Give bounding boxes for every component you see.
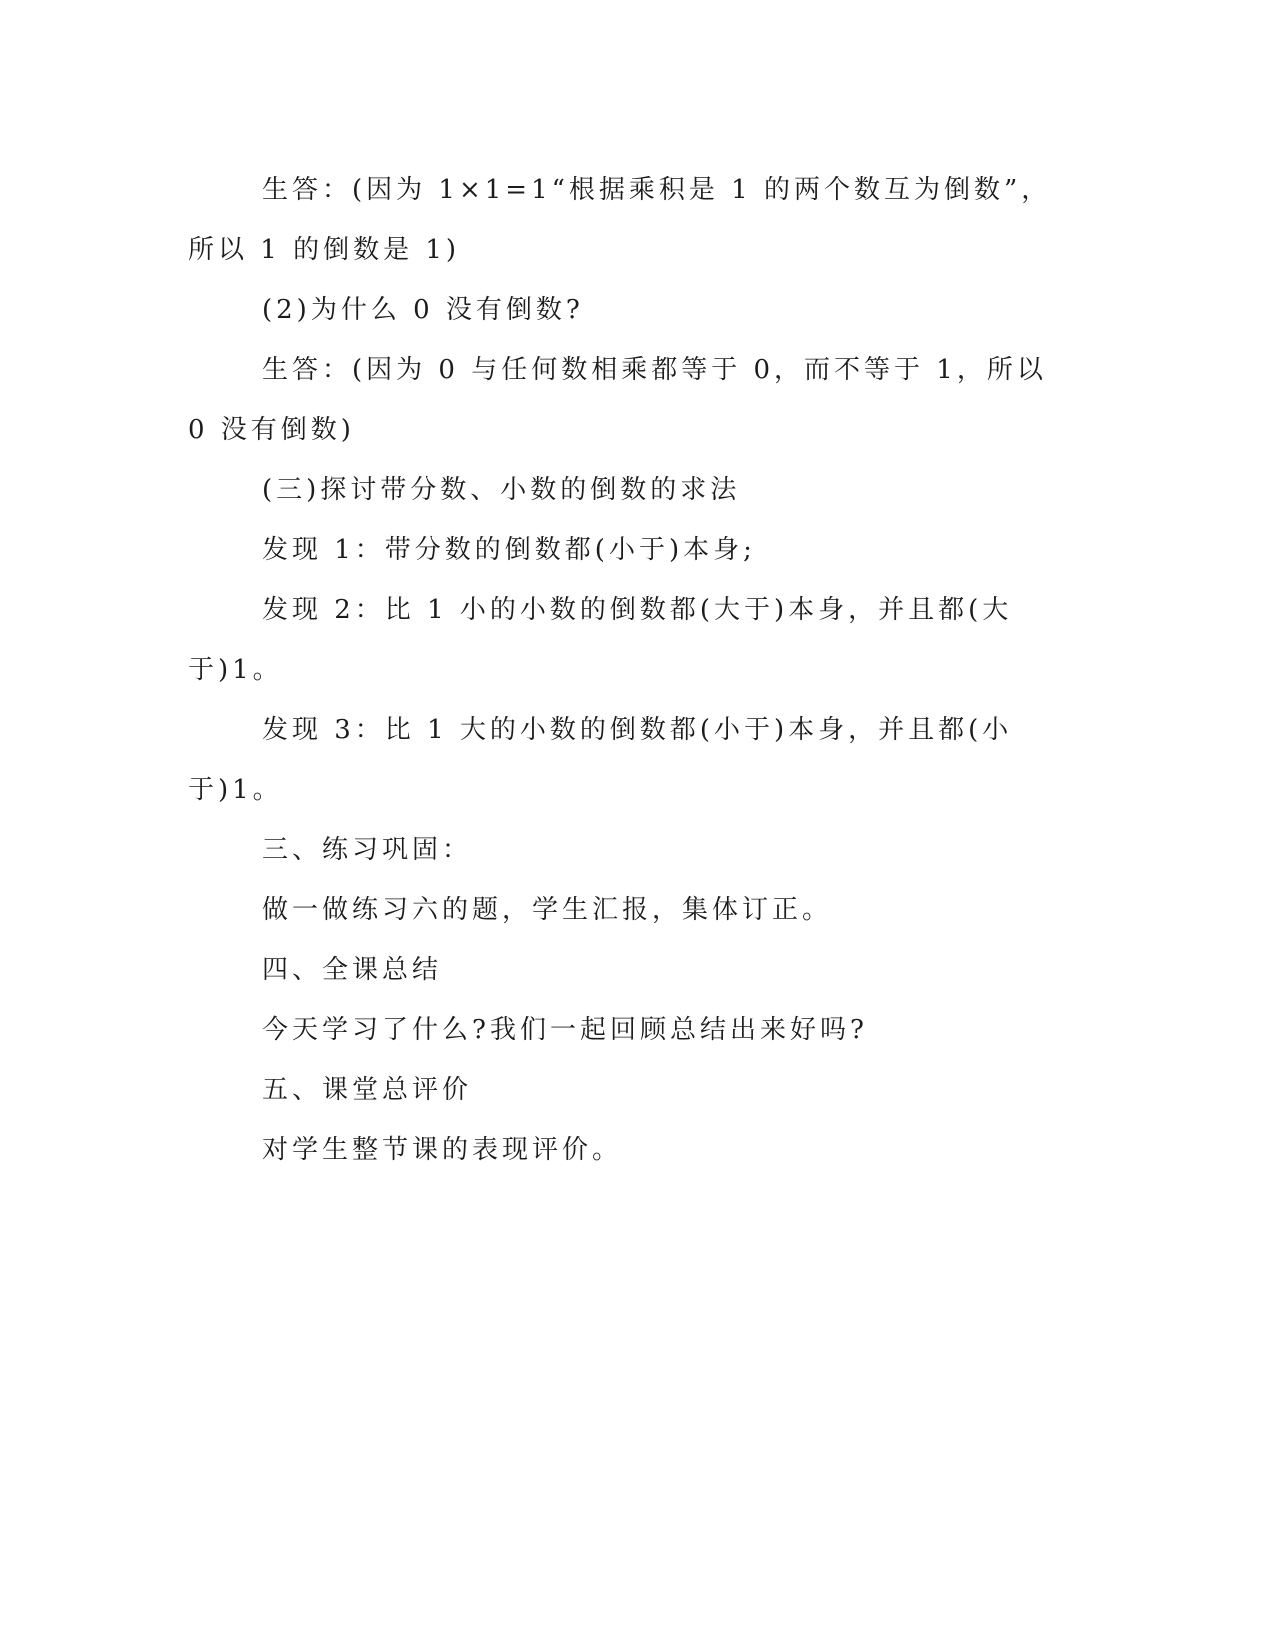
evaluation-text: 对学生整节课的表现评价。 [262,1135,623,1165]
section-heading-summary: 四、全课总结 [262,955,443,985]
question-paragraph-2: (2)为什么 0 没有倒数? [262,295,584,325]
section-heading-explore: (三)探讨带分数、小数的倒数的求法 [262,475,741,505]
summary-text: 今天学习了什么?我们一起回顾总结出来好吗? [262,1015,868,1045]
finding-3: 发现 3：比 1 大的小数的倒数都(小于)本身，并且都(小于)1。 [188,715,1013,805]
document-body [188,160,1068,1180]
finding-2: 发现 2：比 1 小的小数的倒数都(大于)本身，并且都(大于)1。 [188,595,1013,685]
practice-text: 做一做练习六的题，学生汇报，集体订正。 [262,895,833,925]
section-heading-practice: 三、练习巩固： [262,835,473,865]
section-heading-evaluation: 五、课堂总评价 [262,1075,473,1105]
answer-paragraph-1: 生答：(因为 1×1=1“根据乘积是 1 的两个数互为倒数”，所以 1 的倒数是 1) [188,175,1052,265]
answer-paragraph-2: 生答：(因为 0 与任何数相乘都等于 0，而不等于 1，所以 0 没有倒数) [188,355,1047,445]
finding-1: 发现 1：带分数的倒数都(小于)本身; [262,535,756,565]
